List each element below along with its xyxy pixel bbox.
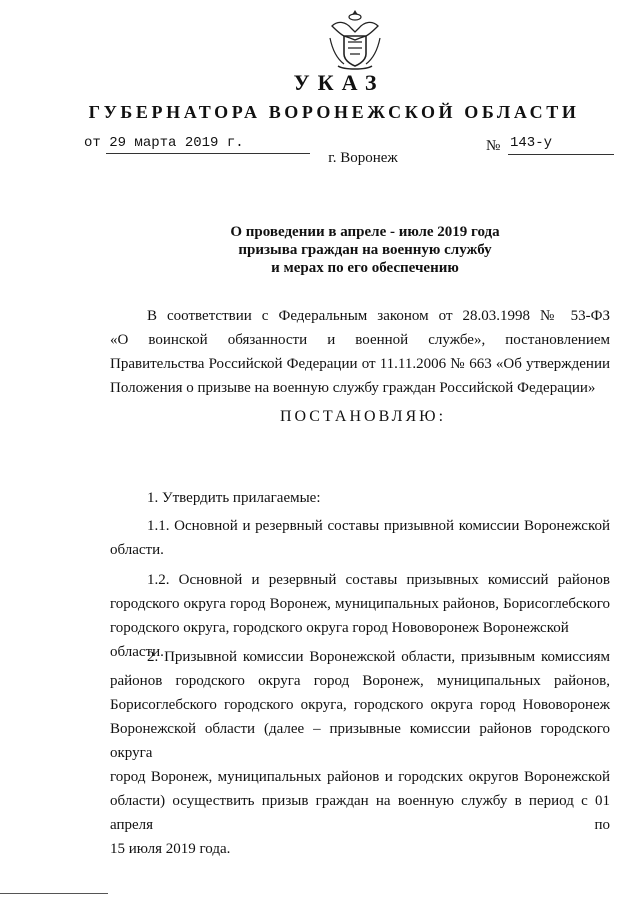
heading-line: призыва граждан на военную службу [238, 242, 492, 258]
paragraph-line: 2. Призывной комиссии Воронежской области, призывным комиссиям [147, 649, 610, 665]
heading-line: О проведении в апреле - июле 2019 года [230, 224, 500, 240]
date-prefix: от [84, 135, 101, 151]
document-subtitle: ГУБЕРНАТОРА ВОРОНЕЖСКОЙ ОБЛАСТИ [88, 102, 580, 122]
paragraph-line: 1.1. Основной и резервный составы призывной комиссии Воронежской [147, 518, 610, 534]
decree-word: ПОСТАНОВЛЯЮ: [279, 408, 447, 425]
date-value: 29 марта 2019 г. [109, 135, 244, 151]
preamble-line: Правительства Российской Федерации от 11.11.2006 № 663 «Об утверждении [110, 356, 610, 372]
document-heading [0, 223, 640, 277]
paragraph-line: город Воронеж, муниципальных районов и городских округов Воронежской [110, 769, 610, 785]
paragraph-line: городского округа, городского округа город Нововоронеж Воронежской области. [110, 620, 569, 660]
paragraph-line: области) осуществить призыв граждан на военную службу в период с 01 апреля по [110, 793, 610, 833]
number-sign: № [486, 138, 501, 154]
preamble [110, 304, 610, 400]
paragraph-line: области. [110, 542, 164, 558]
paragraph-line: районов городского округа город Воронеж, муниципальных районов, [110, 673, 610, 689]
item-2 [110, 645, 610, 861]
paragraph-line: 15 июля 2019 года. [110, 841, 231, 857]
heading-line: и мерах по его обеспечению [271, 260, 459, 276]
number-value: 143-у [510, 135, 553, 151]
preamble-line: Положения о призыве на военную службу граждан Российской Федерации» [110, 380, 596, 396]
document-city: г. Воронеж [328, 150, 398, 166]
item-1-1 [110, 514, 610, 562]
preamble-line: «О воинской обязанности и военной службе», постановлением [110, 332, 610, 348]
footnote-divider [0, 893, 108, 894]
item-1 [110, 486, 610, 510]
paragraph-line: Воронежской области (далее – призывные комиссии районов городского округа [110, 721, 610, 761]
document-title: УКАЗ [293, 70, 385, 95]
paragraph-line: 1. Утвердить прилагаемые: [147, 490, 321, 506]
paragraph-line: городского округа город Воронеж, муниципальных районов, Борисоглебского [110, 596, 610, 612]
preamble-line: В соответствии с Федеральным законом от 28.03.1998 № 53-ФЗ [147, 308, 610, 324]
paragraph-line: Борисоглебского городского округа, городского округа город Нововоронеж [110, 697, 610, 713]
document-date [84, 135, 244, 151]
coat-of-arms-emblem [324, 8, 386, 72]
paragraph-line: 1.2. Основной и резервный составы призывных комиссий районов [147, 572, 610, 588]
